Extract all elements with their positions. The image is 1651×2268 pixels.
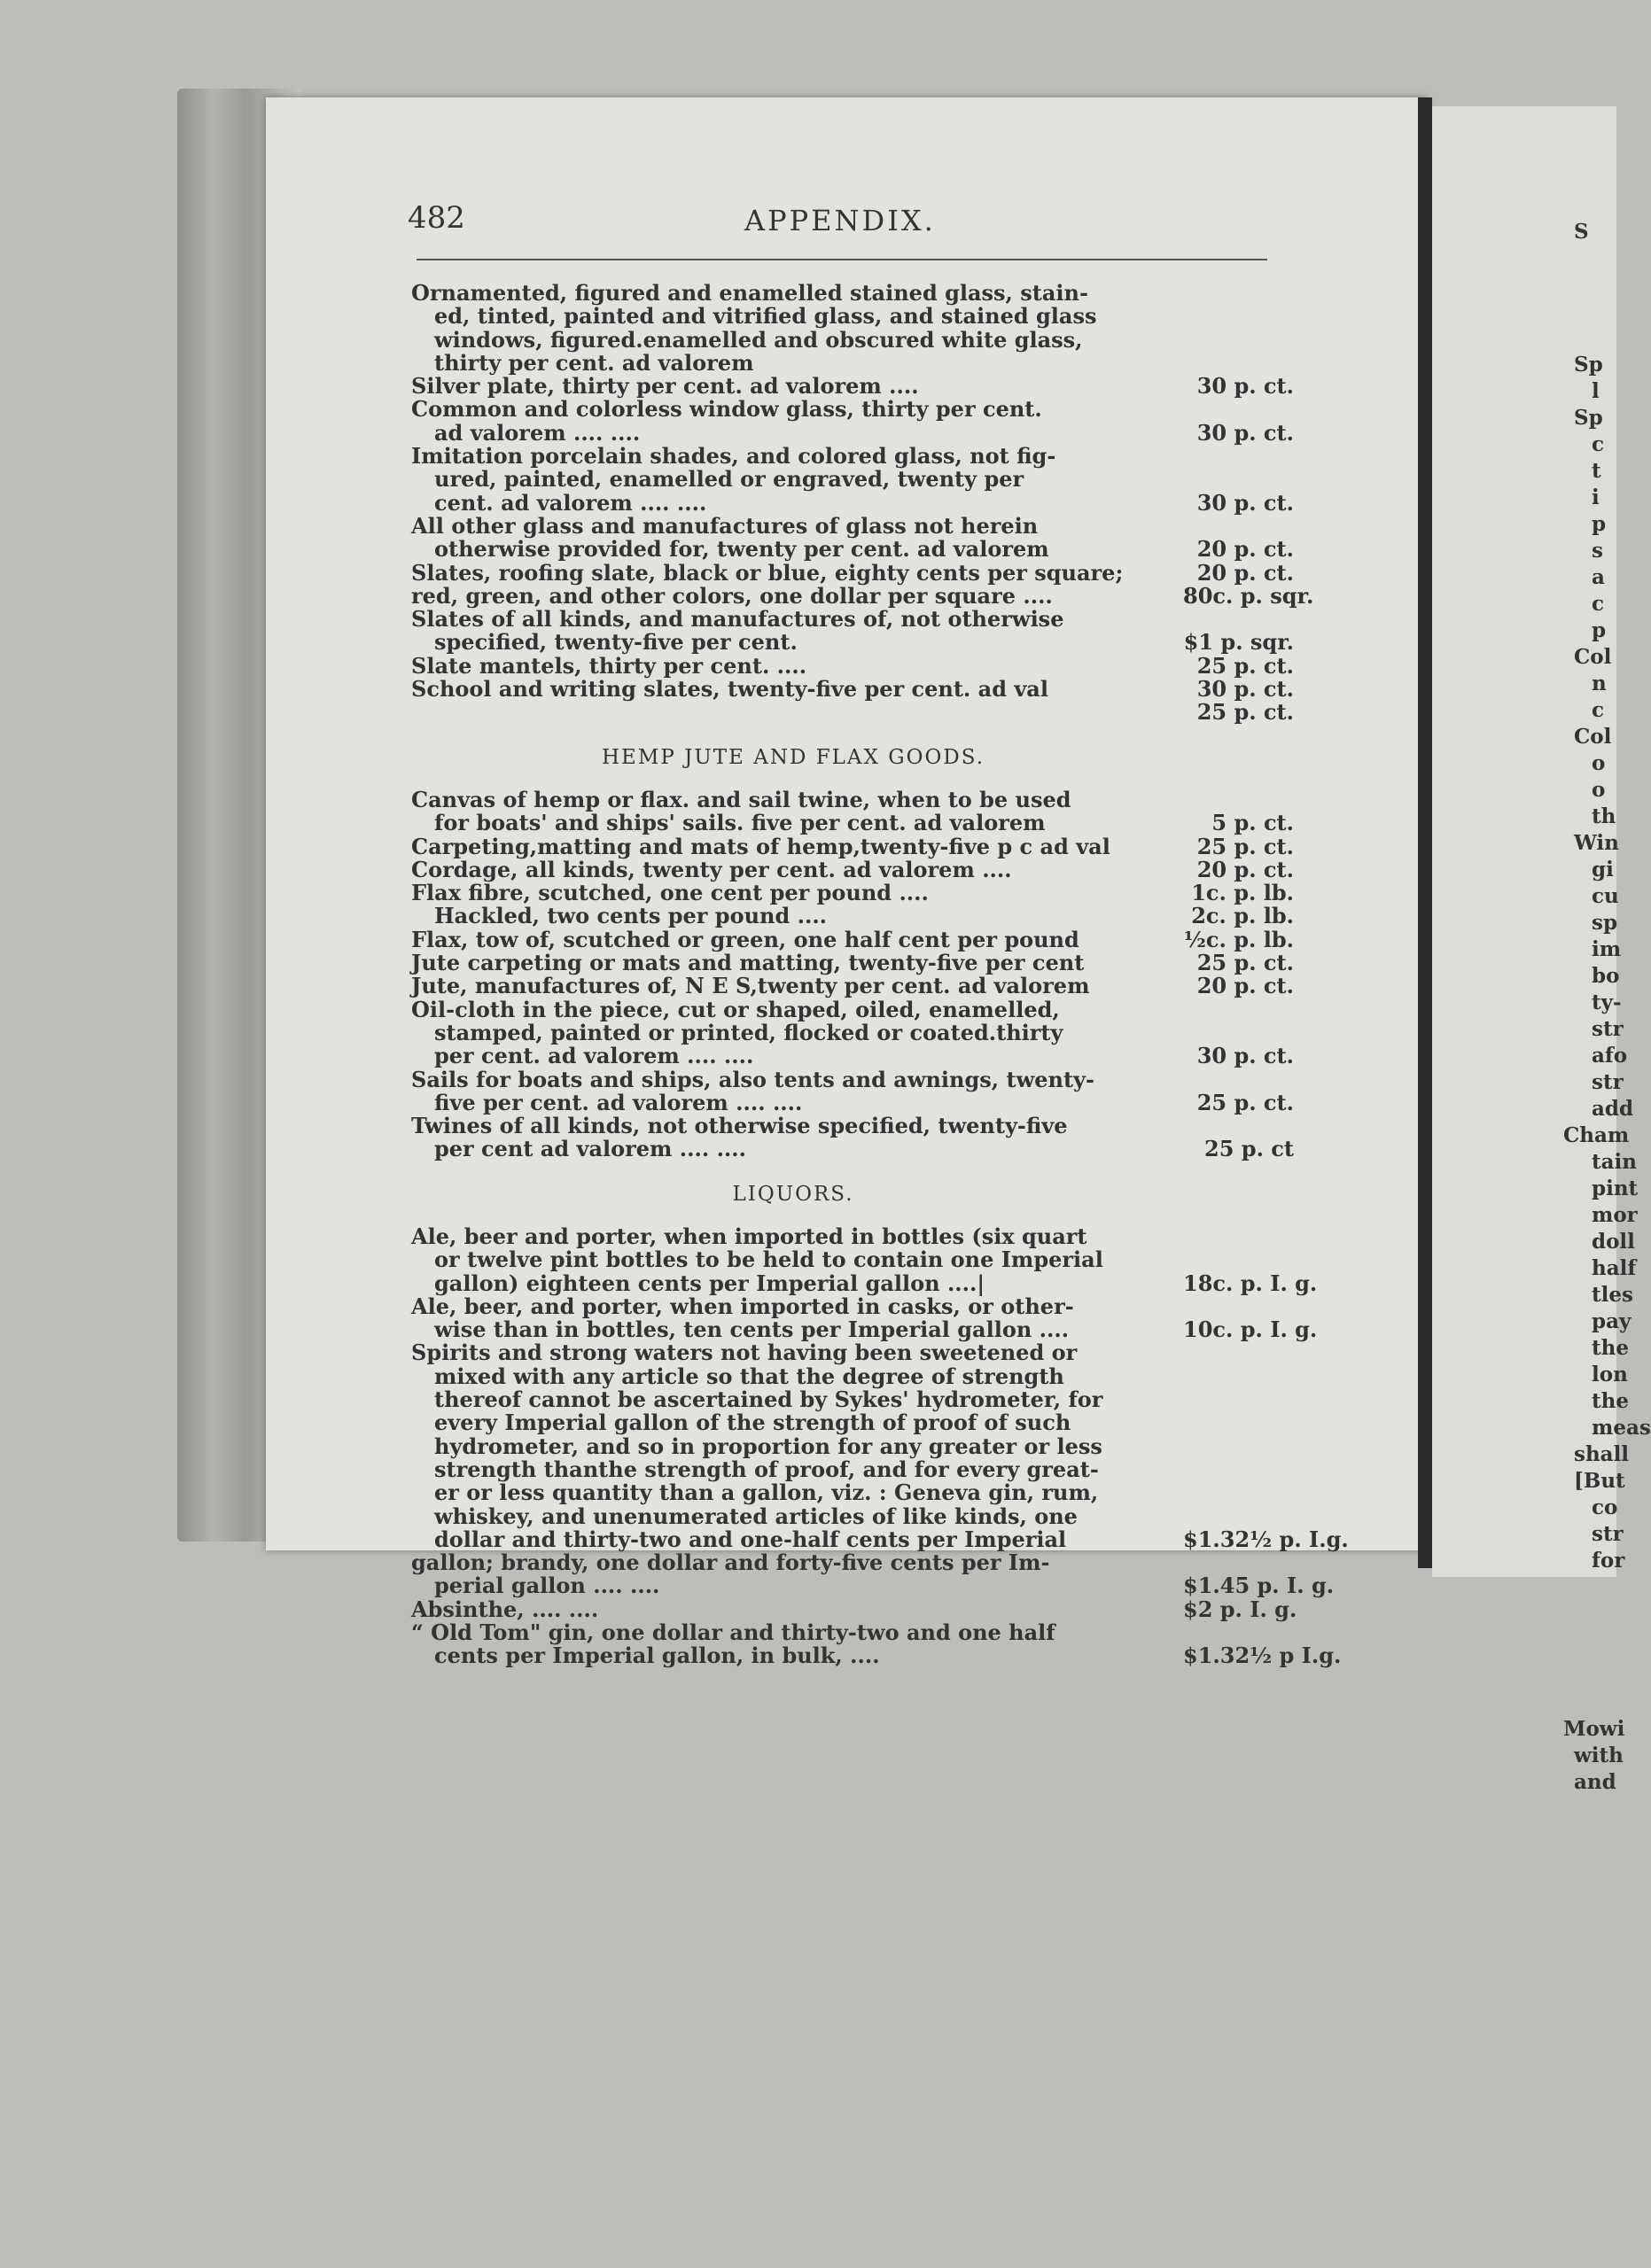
facing-page-text: p bbox=[1592, 512, 1607, 536]
description-line: perial gallon .... .... bbox=[434, 1573, 660, 1599]
facing-page-text: the bbox=[1592, 1336, 1629, 1360]
description-line bbox=[399, 701, 1183, 724]
description-line: Slates, roofing slate, black or blue, eighty cents per square; bbox=[411, 559, 1124, 586]
facing-page-text: Sp bbox=[1574, 406, 1603, 430]
description-line: specified, twenty-five per cent. bbox=[434, 629, 798, 656]
description-line: ad valorem .... .... bbox=[434, 419, 641, 446]
duty-rate: 20 p. ct. bbox=[1196, 536, 1294, 563]
facing-page-text: th bbox=[1592, 804, 1616, 828]
description-line: Cordage, all kinds, twenty per cent. ad valorem .... bbox=[411, 856, 1012, 882]
facing-page-text: a bbox=[1592, 565, 1605, 589]
facing-page-text: gi bbox=[1592, 858, 1614, 882]
description-line: Silver plate, thirty per cent. ad valorem .... bbox=[411, 373, 919, 400]
entry-description bbox=[399, 652, 1183, 679]
description-line: Absinthe, .... .... bbox=[411, 1596, 599, 1622]
description-line: dollar and thirty-two and one-half cents per Imperial bbox=[434, 1526, 1067, 1552]
tariff-entry bbox=[399, 1550, 1335, 1599]
facing-page-text: [But bbox=[1574, 1469, 1625, 1493]
description-line: cents per Imperial gallon, in bulk, .... bbox=[434, 1643, 880, 1669]
right-page-fragment bbox=[1432, 106, 1651, 1794]
duty-rate: $2 p. I. g. bbox=[1183, 1596, 1297, 1622]
facing-page-text: co bbox=[1592, 1495, 1618, 1519]
description-line: Carpeting,matting and mats of hemp,twenty-five p c ad val bbox=[411, 833, 1110, 859]
facing-page-text: the bbox=[1592, 1389, 1629, 1413]
header-rule bbox=[417, 259, 1267, 260]
facing-page-text: str bbox=[1592, 1017, 1624, 1041]
tariff-entry bbox=[399, 582, 1314, 609]
running-title: APPENDIX. bbox=[744, 204, 936, 237]
duty-rate: 30 p. ct. bbox=[1196, 676, 1294, 703]
facing-page-text: p bbox=[1592, 618, 1607, 642]
facing-page-text: pay bbox=[1592, 1309, 1632, 1333]
description-line: Flax, tow of, scutched or green, one half cent per pound bbox=[411, 926, 1079, 952]
description-line: “ Old Tom" gin, one dollar and thirty-two and one half bbox=[411, 1619, 1055, 1646]
facing-page-text: bo bbox=[1592, 964, 1620, 988]
facing-page-text: Cham bbox=[1563, 1123, 1630, 1147]
duty-rate: 80c. p. sqr. bbox=[1183, 582, 1314, 609]
entry-description bbox=[399, 951, 1183, 975]
description-line: red, green, and other colors, one dollar per square .... bbox=[411, 582, 1053, 609]
description-line: or twelve pint bottles to be held to contain one Imperial bbox=[434, 1247, 1103, 1273]
description-line: Flax fibre, scutched, one cent per pound .... bbox=[411, 880, 929, 906]
facing-page-text: half bbox=[1592, 1256, 1637, 1280]
tariff-entry bbox=[399, 608, 1294, 655]
tariff-list bbox=[399, 280, 1349, 1669]
entry-description bbox=[399, 1295, 1183, 1342]
duty-rate: ½c. p. lb. bbox=[1183, 926, 1294, 952]
description-line: Jute, manufactures of, N E S,twenty per cent. ad valorem bbox=[411, 973, 1090, 999]
description-line: windows, figured.enamelled and obscured white glass, bbox=[434, 326, 1083, 353]
entry-description bbox=[399, 858, 1183, 882]
tariff-entry bbox=[399, 1596, 1297, 1622]
tariff-entry bbox=[399, 975, 1294, 998]
tariff-entry bbox=[399, 905, 1294, 928]
tariff-entry bbox=[399, 559, 1294, 586]
facing-page-text: tain bbox=[1592, 1150, 1637, 1174]
tariff-entry bbox=[399, 398, 1294, 445]
description-line: cent. ad valorem .... .... bbox=[434, 489, 707, 516]
description-line: Ale, beer and porter, when imported in bottles (six quart bbox=[411, 1223, 1087, 1249]
description-line: Slate mantels, thirty per cent. .... bbox=[411, 652, 807, 679]
description-line: All other glass and manufactures of glass not herein bbox=[411, 512, 1039, 539]
duty-rate: 25 p. ct. bbox=[1196, 833, 1294, 859]
facing-page-text: shall bbox=[1574, 1442, 1630, 1466]
description-line: Spirits and strong waters not having been sweetened or bbox=[411, 1340, 1078, 1366]
duty-rate: 25 p. ct. bbox=[1196, 950, 1294, 976]
duty-rate: 18c. p. I. g. bbox=[1183, 1270, 1318, 1296]
facing-page-text: c bbox=[1592, 698, 1605, 722]
description-line: strength thanthe strength of proof, and for every great- bbox=[434, 1456, 1099, 1482]
description-line: Imitation porcelain shades, and colored glass, not fig- bbox=[411, 443, 1056, 470]
tariff-entry bbox=[399, 998, 1294, 1068]
description-line: otherwise provided for, twenty per cent. ad valorem bbox=[434, 536, 1049, 563]
description-line: thirty per cent. ad valorem bbox=[434, 349, 754, 376]
facing-page-text: s bbox=[1592, 539, 1603, 563]
facing-page-text: lon bbox=[1592, 1363, 1628, 1386]
description-line: per cent ad valorem .... .... bbox=[434, 1136, 746, 1162]
description-line: thereof cannot be ascertained by Sykes' hydrometer, for bbox=[434, 1386, 1103, 1413]
facing-page-text: pint bbox=[1592, 1177, 1639, 1200]
tariff-entry bbox=[399, 1115, 1294, 1161]
duty-rate: 10c. p. I. g. bbox=[1183, 1317, 1318, 1343]
entry-description bbox=[399, 882, 1183, 905]
facing-page-text: afo bbox=[1592, 1044, 1628, 1068]
description-line: five per cent. ad valorem .... .... bbox=[434, 1089, 803, 1115]
tariff-entry bbox=[399, 835, 1294, 858]
duty-rate: 30 p. ct. bbox=[1196, 419, 1294, 446]
facing-page-text: S bbox=[1574, 220, 1589, 244]
description-line: mixed with any article so that the degree of strength bbox=[434, 1363, 1064, 1389]
tariff-entry bbox=[399, 678, 1294, 701]
tariff-entry bbox=[399, 951, 1294, 975]
duty-rate: 20 p. ct. bbox=[1196, 559, 1294, 586]
description-line: ured, painted, enamelled or engraved, twenty per bbox=[434, 466, 1024, 493]
entry-description bbox=[399, 701, 1183, 724]
tariff-entry bbox=[399, 928, 1294, 951]
page-header bbox=[408, 193, 1258, 246]
entry-description bbox=[399, 582, 1183, 609]
tariff-entry bbox=[399, 375, 1294, 398]
facing-page-text: c bbox=[1592, 592, 1605, 616]
facing-page-text: i bbox=[1592, 485, 1600, 509]
facing-page-text: and bbox=[1574, 1770, 1616, 1794]
description-line: per cent. ad valorem .... .... bbox=[434, 1043, 754, 1069]
facing-page-text: doll bbox=[1592, 1230, 1635, 1254]
entry-description bbox=[399, 282, 1183, 375]
facing-page-text: Sp bbox=[1574, 353, 1603, 377]
tariff-entry bbox=[399, 445, 1294, 515]
duty-rate: $1 p. sqr. bbox=[1183, 629, 1294, 656]
description-line: every Imperial gallon of the strength of proof of such bbox=[434, 1410, 1071, 1436]
description-line: Jute carpeting or mats and matting, twenty-five per cent bbox=[411, 950, 1085, 976]
description-line: gallon) eighteen cents per Imperial gallon ....| bbox=[434, 1270, 985, 1296]
entry-description bbox=[399, 445, 1183, 515]
description-line: Hackled, two cents per pound .... bbox=[434, 903, 828, 929]
description-line: Canvas of hemp or flax. and sail twine, when to be used bbox=[411, 786, 1071, 812]
entry-description bbox=[399, 1115, 1183, 1161]
tariff-entry bbox=[399, 1068, 1294, 1115]
facing-page-text: c bbox=[1592, 432, 1605, 456]
description-line: wise than in bottles, ten cents per Imperial gallon .... bbox=[434, 1317, 1070, 1343]
duty-rate: 25 p. ct. bbox=[1196, 1089, 1294, 1115]
entry-description bbox=[399, 559, 1183, 586]
duty-rate: 30 p. ct. bbox=[1196, 489, 1294, 516]
section-heading: HEMP JUTE AND FLAX GOODS. bbox=[601, 745, 985, 769]
page-number: 482 bbox=[408, 200, 465, 236]
duty-rate: 30 p. ct. bbox=[1196, 373, 1294, 400]
description-line: Slates of all kinds, and manufactures of, not otherwise bbox=[411, 606, 1064, 633]
entry-description bbox=[399, 678, 1183, 701]
tariff-entry bbox=[399, 1340, 1349, 1552]
description-line: er or less quantity than a gallon, viz. : Geneva gin, rum, bbox=[434, 1480, 1099, 1506]
entry-description bbox=[399, 1598, 1183, 1621]
description-line: ed, tinted, painted and vitrified glass, and stained glass bbox=[434, 303, 1097, 330]
entry-description bbox=[399, 1225, 1183, 1295]
description-line: gallon; brandy, one dollar and forty-five cents per Im- bbox=[411, 1550, 1050, 1576]
facing-page-text: l bbox=[1592, 379, 1600, 403]
entry-description bbox=[399, 975, 1183, 998]
facing-page-text: meas bbox=[1592, 1416, 1651, 1440]
facing-page-text: Mowi bbox=[1563, 1717, 1625, 1741]
tariff-entry bbox=[399, 512, 1294, 563]
description-line: Sails for boats and ships, also tents and awnings, twenty- bbox=[411, 1066, 1094, 1092]
entry-description bbox=[399, 1068, 1183, 1115]
facing-page-text: n bbox=[1592, 672, 1607, 695]
facing-page-text: Win bbox=[1574, 831, 1619, 855]
tariff-entry bbox=[399, 282, 1294, 375]
entry-description bbox=[399, 835, 1183, 858]
facing-page-text: cu bbox=[1592, 884, 1619, 908]
duty-rate: $1.32½ p. I.g. bbox=[1183, 1526, 1349, 1552]
facing-page-text: Col bbox=[1574, 725, 1612, 749]
facing-page-text: im bbox=[1592, 937, 1622, 961]
entry-description bbox=[399, 905, 1183, 928]
duty-rate: 1c. p. lb. bbox=[1191, 880, 1294, 906]
entry-description bbox=[399, 998, 1183, 1068]
tariff-entry bbox=[399, 652, 1294, 679]
facing-page-text: tles bbox=[1592, 1283, 1633, 1307]
facing-page-text: ty- bbox=[1592, 990, 1622, 1014]
duty-rate: 25 p. ct. bbox=[1196, 652, 1294, 679]
tariff-entry bbox=[399, 1619, 1342, 1669]
section-heading: LIQUORS. bbox=[732, 1182, 854, 1206]
tariff-entry bbox=[399, 1223, 1318, 1296]
description-line: School and writing slates, twenty-five per cent. ad val bbox=[411, 676, 1048, 703]
description-line: Common and colorless window glass, thirty per cent. bbox=[411, 396, 1042, 423]
facing-page-text: str bbox=[1592, 1522, 1624, 1546]
duty-rate: 20 p. ct. bbox=[1196, 856, 1294, 882]
description-line: Twines of all kinds, not otherwise specified, twenty-five bbox=[411, 1113, 1068, 1139]
facing-page-text: o bbox=[1592, 751, 1606, 775]
duty-rate: $1.45 p. I. g. bbox=[1183, 1573, 1335, 1599]
description-line: Ale, beer, and porter, when imported in casks, or other- bbox=[411, 1293, 1074, 1319]
facing-page-text: mor bbox=[1592, 1203, 1638, 1227]
tariff-entry bbox=[399, 788, 1294, 835]
facing-page-text: with bbox=[1574, 1744, 1624, 1767]
tariff-entry bbox=[399, 701, 1294, 724]
tariff-entry bbox=[399, 858, 1294, 882]
duty-rate: 30 p. ct. bbox=[1196, 1043, 1294, 1069]
duty-rate: 5 p. ct. bbox=[1211, 810, 1294, 836]
tariff-entry bbox=[399, 1293, 1318, 1343]
duty-rate: 25 p. ct bbox=[1204, 1136, 1294, 1162]
duty-rate: 2c. p. lb. bbox=[1191, 903, 1294, 929]
entry-description bbox=[399, 1621, 1183, 1668]
facing-page-text: add bbox=[1592, 1097, 1634, 1121]
facing-page-text: Col bbox=[1574, 645, 1612, 669]
duty-rate: 25 p. ct. bbox=[1196, 699, 1294, 726]
facing-page-text: o bbox=[1592, 778, 1606, 802]
duty-rate: $1.32½ p I.g. bbox=[1183, 1643, 1342, 1669]
entry-description bbox=[399, 512, 1183, 563]
entry-description bbox=[399, 375, 1183, 398]
tariff-entry bbox=[399, 882, 1294, 905]
entry-description bbox=[399, 788, 1183, 835]
description-line: hydrometer, and so in proportion for any greater or less bbox=[434, 1433, 1102, 1459]
entry-description bbox=[399, 928, 1183, 951]
facing-page-text: t bbox=[1592, 459, 1601, 483]
description-line: Ornamented, figured and enamelled stained glass, stain- bbox=[411, 280, 1088, 306]
book-gutter bbox=[1418, 97, 1432, 1568]
entry-description bbox=[399, 398, 1183, 445]
duty-rate: 20 p. ct. bbox=[1196, 973, 1294, 999]
facing-page-text: for bbox=[1592, 1549, 1625, 1573]
description-line: stamped, painted or printed, flocked or coated.thirty bbox=[434, 1019, 1063, 1045]
description-line: whiskey, and unenumerated articles of like kinds, one bbox=[434, 1503, 1078, 1529]
entry-description bbox=[399, 1341, 1183, 1551]
description-line: Oil-cloth in the piece, cut or shaped, oiled, enamelled, bbox=[411, 996, 1060, 1022]
entry-description bbox=[399, 608, 1183, 655]
facing-page-text: sp bbox=[1592, 911, 1618, 935]
description-line: for boats' and ships' sails. five per cent. ad valorem bbox=[434, 810, 1046, 836]
entry-description bbox=[399, 1551, 1183, 1598]
facing-page-text: str bbox=[1592, 1070, 1624, 1094]
